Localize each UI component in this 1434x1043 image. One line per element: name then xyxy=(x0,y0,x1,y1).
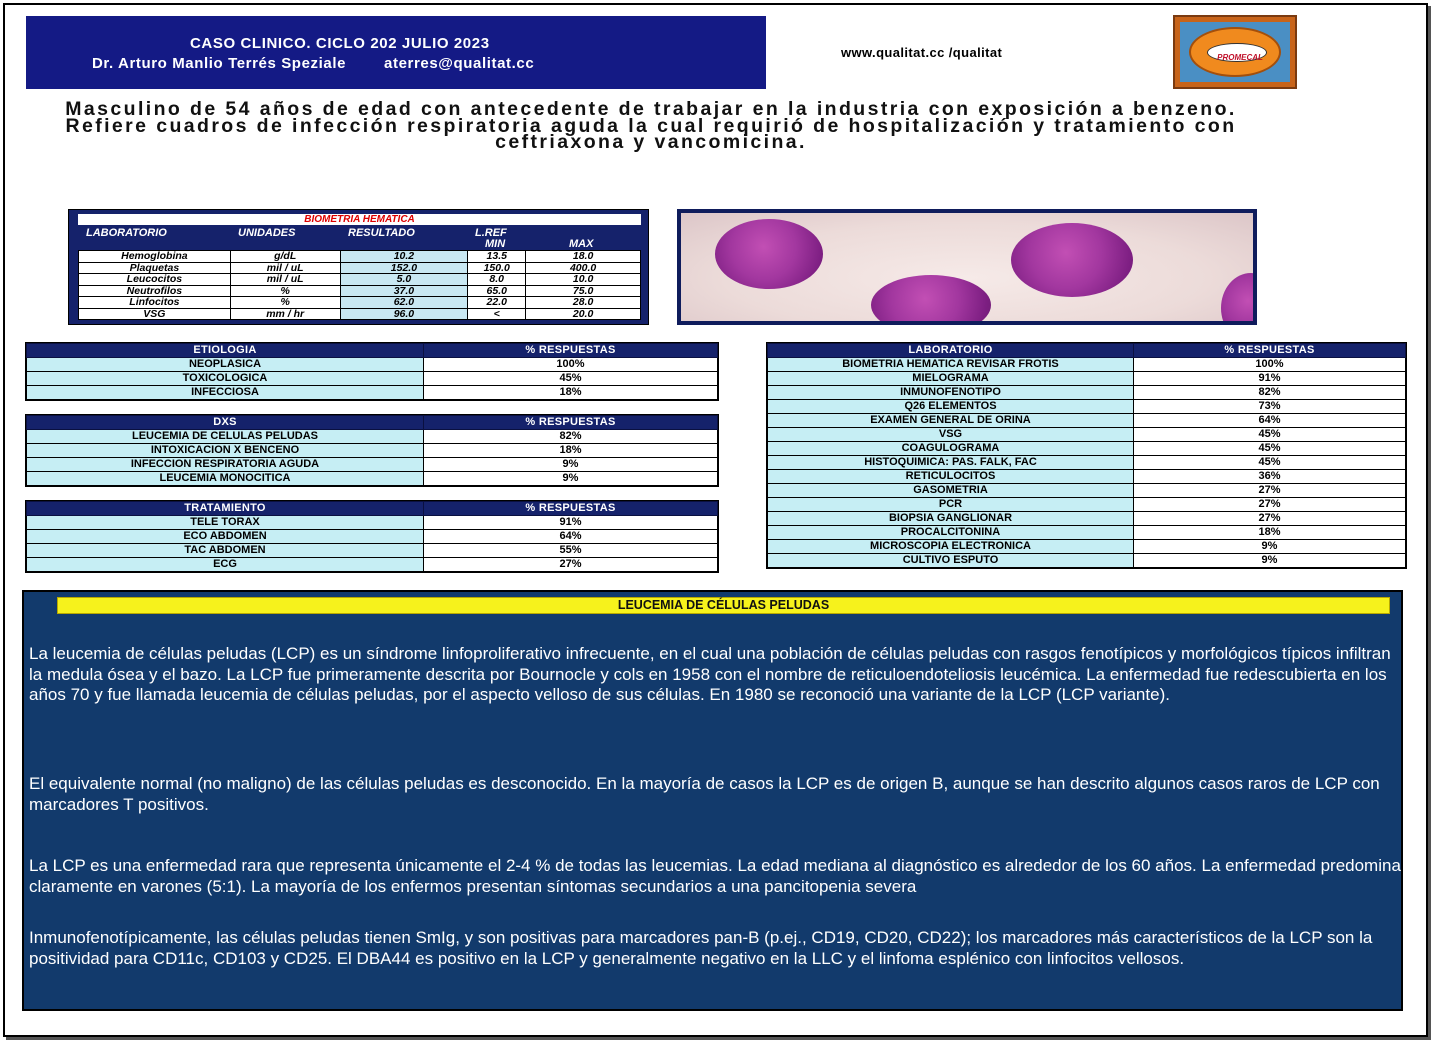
biometria-units: mil / uL xyxy=(230,274,340,286)
etiologia-pct-header: % RESPUESTAS xyxy=(424,344,718,358)
author-name: Dr. Arturo Manlio Terrés Speziale xyxy=(92,55,347,72)
laboratorio-pct-header: % RESPUESTAS xyxy=(1134,344,1406,358)
laboratorio-label: VSG xyxy=(768,428,1134,442)
lcp-title: LEUCEMIA DE CÉLULAS PELUDAS xyxy=(57,597,1390,614)
laboratorio-row xyxy=(768,400,1406,414)
blood-smear-image xyxy=(677,209,1257,325)
tratamiento-label: TAC ABDOMEN xyxy=(27,544,424,558)
laboratorio-label: HISTOQUIMICA: PAS. FALK, FAC xyxy=(768,456,1134,470)
biometria-max: 400.0 xyxy=(526,262,641,274)
biometria-min: 65.0 xyxy=(468,285,526,297)
laboratorio-row xyxy=(768,470,1406,484)
dxs-row xyxy=(27,430,718,444)
laboratorio-row xyxy=(768,540,1406,554)
biometria-row xyxy=(79,251,641,263)
case-cycle-title: CASO CLINICO. CICLO 202 JULIO 2023 xyxy=(190,35,490,52)
dxs-pct: 18% xyxy=(424,444,718,458)
hairy-cell xyxy=(1221,273,1253,321)
biometria-result: 37.0 xyxy=(340,285,468,297)
biometria-units: g/dL xyxy=(230,251,340,263)
laboratorio-row xyxy=(768,526,1406,540)
tratamiento-pct: 55% xyxy=(424,544,718,558)
biometria-rows xyxy=(78,250,641,320)
case-description: Masculino de 54 años de edad con antecedente de trabajar en la industria con exposición a benzeno. Refiere cuadros de infección respiratoria aguda la cual requirió de hospitalización y tratamiento con ceftriaxona y vancomicina. xyxy=(65,98,1237,153)
lcp-paragraph-2: El equivalente normal (no maligno) de las células peludas es desconocido. En la mayoría de casos la LCP es de origen B, aunque se han descrito algunos casos raros de LCP con marcadores T positivos. xyxy=(29,774,1380,814)
etiologia-row xyxy=(27,372,718,386)
biometria-row xyxy=(79,297,641,309)
tratamiento-row xyxy=(27,516,718,530)
tratamiento-row xyxy=(27,544,718,558)
logo-text: PROMECAL xyxy=(1217,53,1263,62)
dxs-pct: 9% xyxy=(424,472,718,486)
col-max: MAX xyxy=(569,238,594,250)
etiologia-row xyxy=(27,358,718,372)
biometria-units: mil / uL xyxy=(230,262,340,274)
col-lref: L.REF xyxy=(475,227,507,239)
hairy-cell xyxy=(1011,223,1133,297)
laboratorio-row xyxy=(768,428,1406,442)
lcp-paragraph-4: Inmunofenotípicamente, las células peludas tienen SmIg, y son positivas para marcadores pan-B (p.ej., CD19, CD20, CD22); los marcadores más característicos de la LCP son la positividad para CD11c, CD103 y CD25. El DBA44 es positivo en la LCP y generalmente negativo en la LLC y el linfoma esplénico con linfocitos vellosos. xyxy=(29,928,1373,968)
dxs-label: INFECCION RESPIRATORIA AGUDA xyxy=(27,458,424,472)
laboratorio-row xyxy=(768,372,1406,386)
etiologia-header: ETIOLOGIA xyxy=(27,344,424,358)
laboratorio-pct: 100% xyxy=(1134,358,1406,372)
tratamiento-label: ECG xyxy=(27,558,424,572)
laboratorio-row xyxy=(768,386,1406,400)
biometria-min: < xyxy=(468,308,526,320)
biometria-min: 150.0 xyxy=(468,262,526,274)
website-link[interactable]: www.qualitat.cc /qualitat xyxy=(841,45,1003,60)
promecal-logo xyxy=(1173,15,1297,89)
biometria-units: % xyxy=(230,285,340,297)
etiologia-pct: 45% xyxy=(424,372,718,386)
laboratorio-row xyxy=(768,414,1406,428)
tratamiento-header: TRATAMIENTO xyxy=(27,502,424,516)
laboratorio-row xyxy=(768,442,1406,456)
laboratorio-header: LABORATORIO xyxy=(768,344,1134,358)
laboratorio-label: INMUNOFENOTIPO xyxy=(768,386,1134,400)
laboratorio-pct: 18% xyxy=(1134,526,1406,540)
laboratorio-row xyxy=(768,484,1406,498)
biometria-max: 20.0 xyxy=(526,308,641,320)
laboratorio-row xyxy=(768,456,1406,470)
laboratorio-label: PCR xyxy=(768,498,1134,512)
laboratorio-pct: 9% xyxy=(1134,540,1406,554)
laboratorio-pct: 45% xyxy=(1134,428,1406,442)
laboratorio-label: EXAMEN GENERAL DE ORINA xyxy=(768,414,1134,428)
biometria-result: 152.0 xyxy=(340,262,468,274)
author-line xyxy=(92,55,534,72)
biometria-row xyxy=(79,285,641,297)
laboratorio-label: CULTIVO ESPUTO xyxy=(768,554,1134,568)
col-laboratorio: LABORATORIO xyxy=(86,227,167,239)
biometria-max: 75.0 xyxy=(526,285,641,297)
tratamiento-pct: 27% xyxy=(424,558,718,572)
laboratorio-pct: 27% xyxy=(1134,512,1406,526)
dxs-table xyxy=(25,414,719,487)
laboratorio-pct: 45% xyxy=(1134,456,1406,470)
dxs-label: LEUCEMIA MONOCITICA xyxy=(27,472,424,486)
biometria-units: % xyxy=(230,297,340,309)
etiologia-row xyxy=(27,386,718,400)
laboratorio-pct: 45% xyxy=(1134,442,1406,456)
biometria-title: BIOMETRIA HEMATICA xyxy=(78,214,641,225)
dxs-label: INTOXICACION X BENCENO xyxy=(27,444,424,458)
laboratorio-pct: 64% xyxy=(1134,414,1406,428)
etiologia-table xyxy=(25,342,719,401)
biometria-name: VSG xyxy=(79,308,231,320)
biometria-min: 8.0 xyxy=(468,274,526,286)
biometria-name: Linfocitos xyxy=(79,297,231,309)
laboratorio-row xyxy=(768,554,1406,568)
lcp-paragraph-3: La LCP es una enfermedad rara que representa únicamente el 2-4 % de todas las leucemias. La edad mediana al diagnóstico es alrededor de los 60 años. La enfermedad predomina claramente en varones (5:1). La mayoría de los enfermos presentan síntomas secundarios a una pancitopenia severa xyxy=(29,856,1401,896)
laboratorio-pct: 27% xyxy=(1134,484,1406,498)
lcp-section xyxy=(22,590,1403,1011)
laboratorio-label: MIELOGRAMA xyxy=(768,372,1134,386)
laboratorio-pct: 91% xyxy=(1134,372,1406,386)
laboratorio-pct: 82% xyxy=(1134,386,1406,400)
laboratorio-label: RETICULOCITOS xyxy=(768,470,1134,484)
dxs-row xyxy=(27,458,718,472)
laboratorio-label: PROCALCITONINA xyxy=(768,526,1134,540)
laboratorio-pct: 9% xyxy=(1134,554,1406,568)
laboratorio-pct: 27% xyxy=(1134,498,1406,512)
dxs-label: LEUCEMIA DE CELULAS PELUDAS xyxy=(27,430,424,444)
hairy-cell xyxy=(871,275,991,321)
biometria-name: Hemoglobina xyxy=(79,251,231,263)
lcp-paragraph-1: La leucemia de células peludas (LCP) es un síndrome linfoproliferativo infrecuente, en el cual una población de células peludas con rasgos fenotípicos y morfológicos típicos infiltran la medula ósea y el bazo. La LCP fue primeramente descrita por Bournocle y cols en 1958 con el nombre de reticuloendoteliosis leucémica. La enfermedad fue redescubierta en los años 70 y fue llamada leucemia de células peludas, por el aspecto velloso de sus células. En 1980 se reconoció una variante de la LCP (LCP variante). xyxy=(29,644,1391,704)
biometria-units: mm / hr xyxy=(230,308,340,320)
laboratorio-row xyxy=(768,512,1406,526)
biometria-row xyxy=(79,262,641,274)
biometria-name: Leucocitos xyxy=(79,274,231,286)
biometria-min: 13.5 xyxy=(468,251,526,263)
laboratorio-pct: 73% xyxy=(1134,400,1406,414)
biometria-result: 10.2 xyxy=(340,251,468,263)
header-banner xyxy=(26,16,766,89)
tratamiento-table xyxy=(25,500,719,573)
hairy-cell xyxy=(715,219,823,289)
biometria-result: 62.0 xyxy=(340,297,468,309)
tratamiento-pct: 64% xyxy=(424,530,718,544)
laboratorio-pct: 36% xyxy=(1134,470,1406,484)
biometria-max: 10.0 xyxy=(526,274,641,286)
tratamiento-pct: 91% xyxy=(424,516,718,530)
biometria-name: Neutrofilos xyxy=(79,285,231,297)
laboratorio-label: COAGULOGRAMA xyxy=(768,442,1134,456)
etiologia-pct: 100% xyxy=(424,358,718,372)
dxs-pct: 9% xyxy=(424,458,718,472)
dxs-pct: 82% xyxy=(424,430,718,444)
dxs-pct-header: % RESPUESTAS xyxy=(424,416,718,430)
laboratorio-label: GASOMETRIA xyxy=(768,484,1134,498)
dxs-row xyxy=(27,444,718,458)
laboratorio-row xyxy=(768,498,1406,512)
biometria-row xyxy=(79,308,641,320)
tratamiento-label: TELE TORAX xyxy=(27,516,424,530)
biometria-result: 96.0 xyxy=(340,308,468,320)
laboratorio-label: BIOMETRIA HEMATICA REVISAR FROTIS xyxy=(768,358,1134,372)
etiologia-label: INFECCIOSA xyxy=(27,386,424,400)
biometria-min: 22.0 xyxy=(468,297,526,309)
dxs-header: DXS xyxy=(27,416,424,430)
biometria-name: Plaquetas xyxy=(79,262,231,274)
tratamiento-pct-header: % RESPUESTAS xyxy=(424,502,718,516)
laboratorio-table xyxy=(766,342,1407,569)
biometria-result: 5.0 xyxy=(340,274,468,286)
dxs-row xyxy=(27,472,718,486)
etiologia-label: TOXICOLOGICA xyxy=(27,372,424,386)
col-min: MIN xyxy=(485,238,506,250)
tratamiento-label: ECO ABDOMEN xyxy=(27,530,424,544)
biometria-row xyxy=(79,274,641,286)
col-unidades: UNIDADES xyxy=(238,227,296,239)
etiologia-pct: 18% xyxy=(424,386,718,400)
biometria-hematica-table xyxy=(68,209,649,325)
tratamiento-row xyxy=(27,530,718,544)
col-resultado: RESULTADO xyxy=(348,227,415,239)
etiologia-label: NEOPLASICA xyxy=(27,358,424,372)
laboratorio-label: MICROSCOPIA ELECTRONICA xyxy=(768,540,1134,554)
biometria-max: 28.0 xyxy=(526,297,641,309)
biometria-max: 18.0 xyxy=(526,251,641,263)
laboratorio-label: Q26 ELEMENTOS xyxy=(768,400,1134,414)
laboratorio-label: BIOPSIA GANGLIONAR xyxy=(768,512,1134,526)
tratamiento-row xyxy=(27,558,718,572)
laboratorio-row xyxy=(768,358,1406,372)
author-email[interactable]: aterres@qualitat.cc xyxy=(384,55,535,72)
